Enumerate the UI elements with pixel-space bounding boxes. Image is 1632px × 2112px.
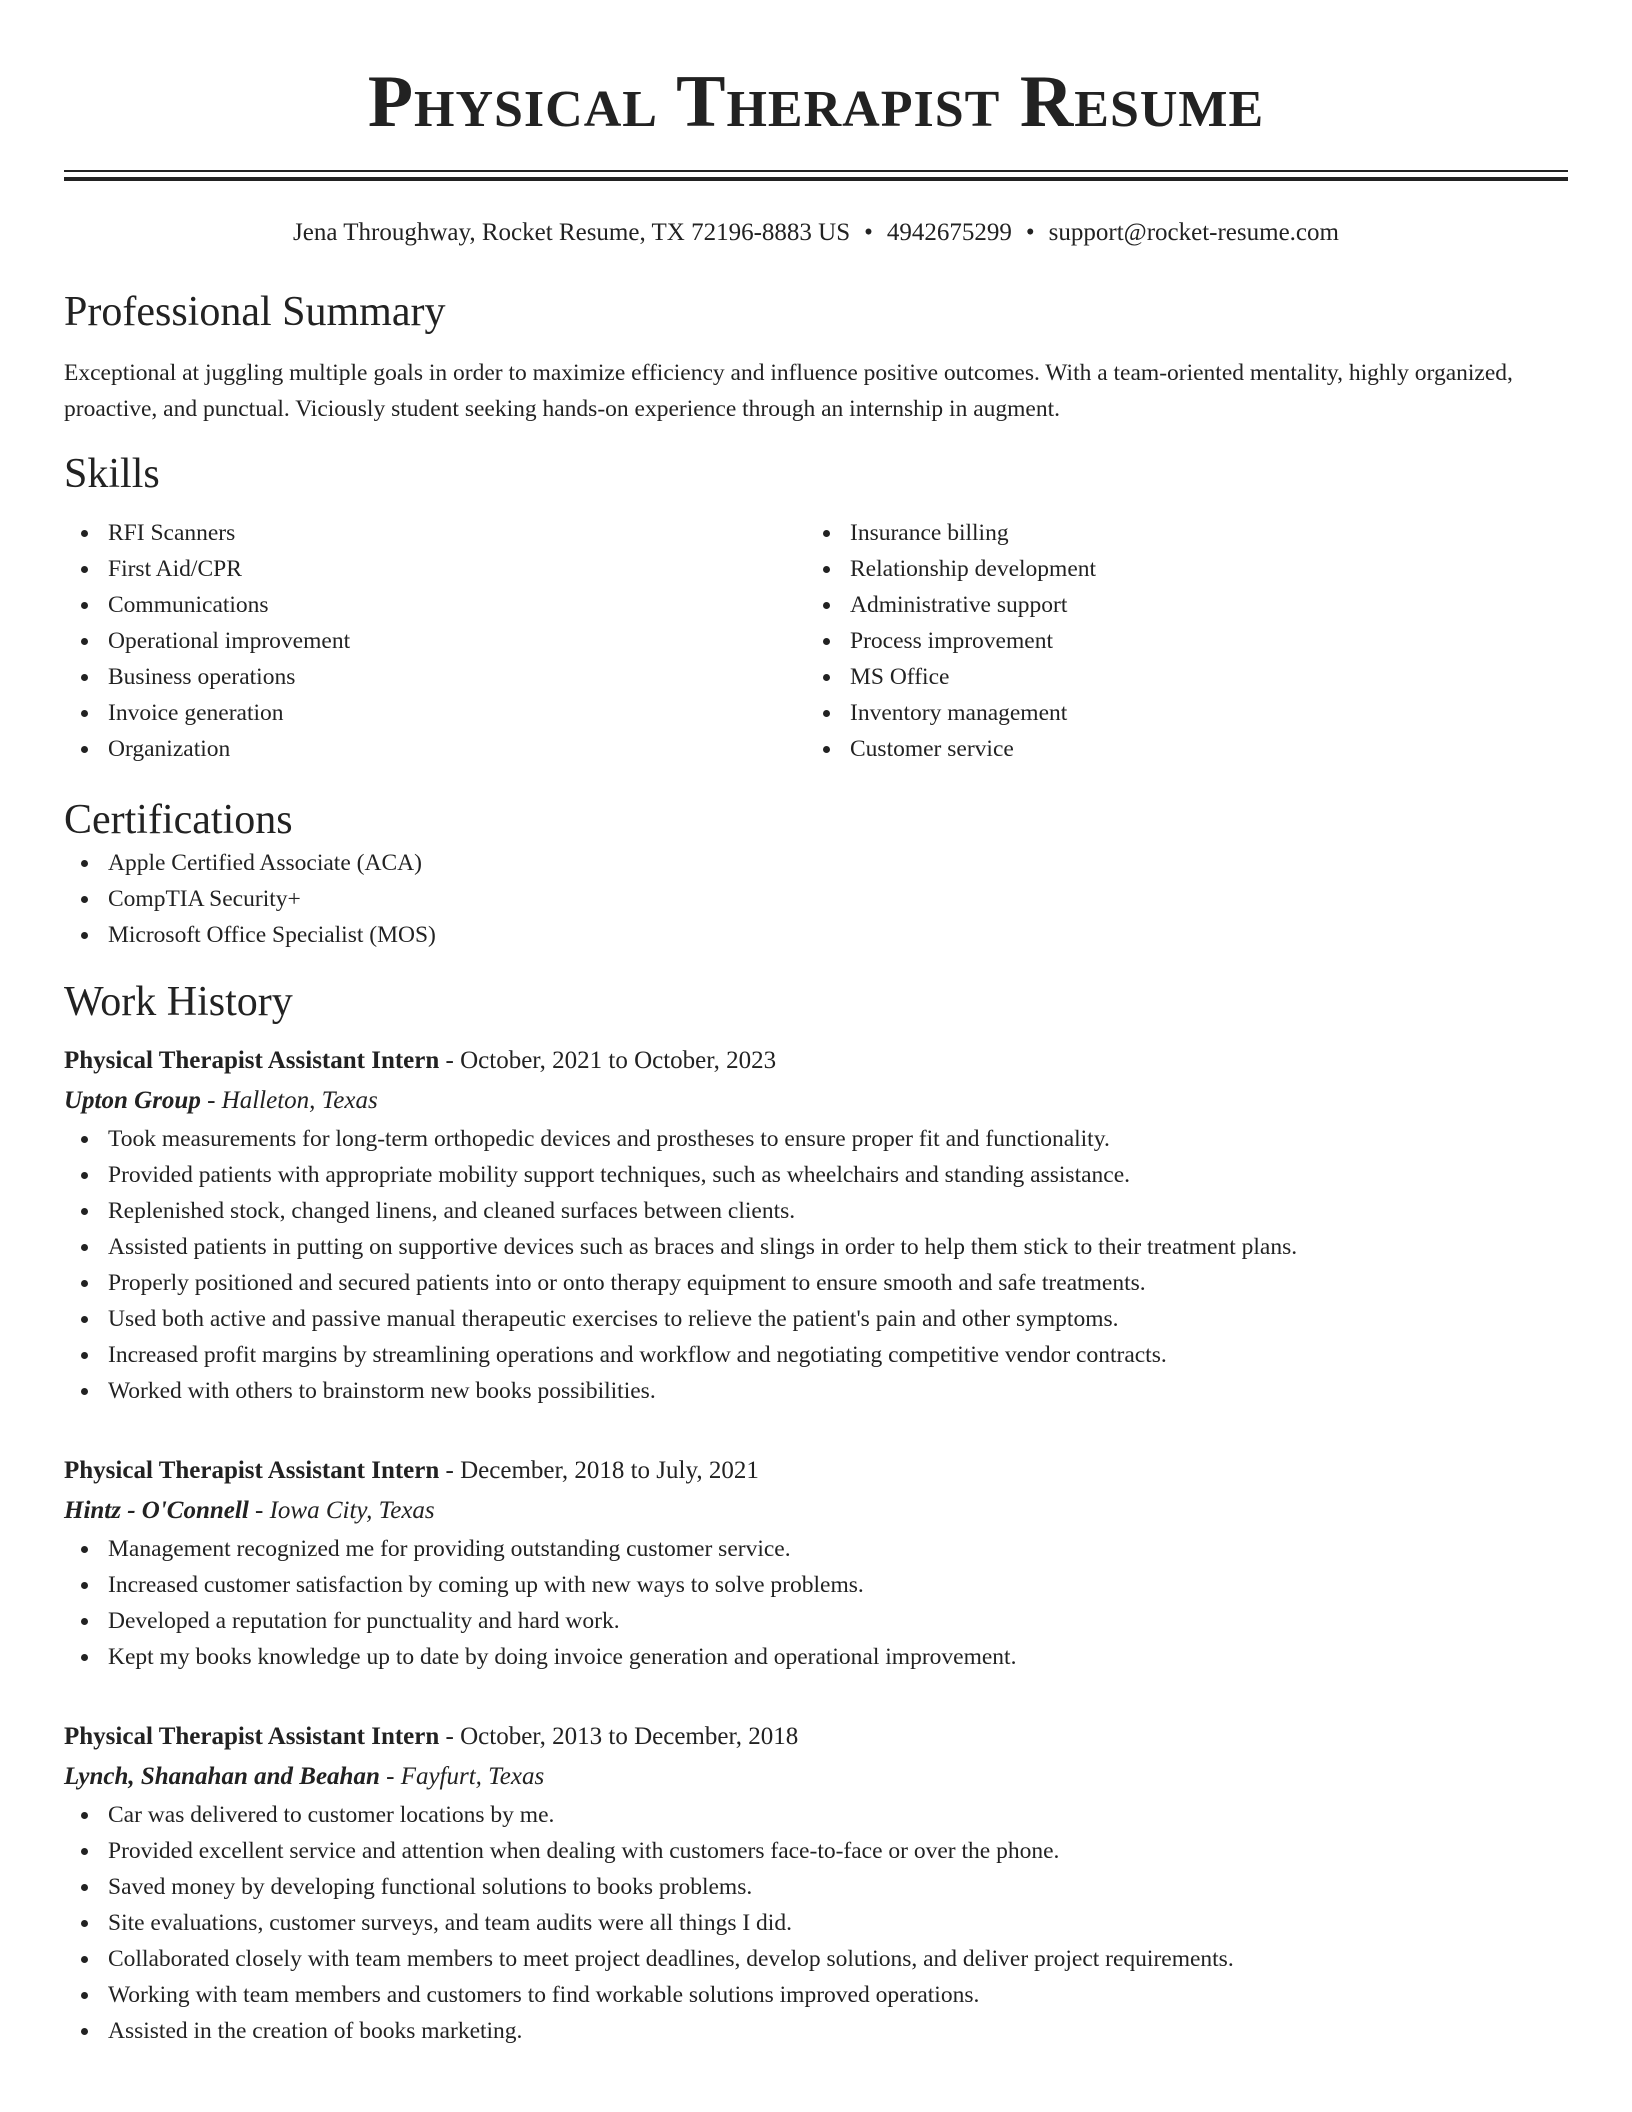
contact-email[interactable]: support@rocket-resume.com [1048, 219, 1339, 246]
job-entry [64, 1451, 1568, 1675]
job-duties-list [64, 1797, 1568, 2049]
job-employer [64, 1081, 1568, 1121]
skills-heading: Skills [64, 451, 160, 497]
contact-separator: • [1025, 219, 1035, 246]
certifications-section [64, 795, 1568, 953]
job-company: Upton Group [64, 1087, 201, 1114]
skill-item: Customer service [806, 731, 1548, 767]
skill-item: Administrative support [806, 587, 1548, 623]
job-company: Lynch, Shanahan and Beahan [64, 1763, 380, 1790]
job-duty: Working with team members and customers to find workable solutions improved operations. [64, 1977, 1568, 2013]
job-dates: December, 2018 to July, 2021 [460, 1457, 759, 1484]
job-duty: Collaborated closely with team members to meet project deadlines, develop solutions, and deliver project requirements. [64, 1941, 1568, 1977]
skill-item: First Aid/CPR [64, 551, 806, 587]
skill-item: MS Office [806, 659, 1548, 695]
job-duty: Assisted patients in putting on supportive devices such as braces and slings in order to help them stick to their treatment plans. [64, 1229, 1568, 1265]
resume-page [64, 0, 1568, 2049]
certification-item: Apple Certified Associate (ACA) [64, 845, 1568, 881]
certifications-list [64, 845, 1568, 953]
job-duty: Car was delivered to customer locations by me. [64, 1797, 1568, 1833]
skill-item: RFI Scanners [64, 515, 806, 551]
skills-list-right [806, 515, 1548, 767]
skills-list-left [64, 515, 806, 767]
job-dates: October, 2021 to October, 2023 [460, 1047, 777, 1074]
contact-separator: • [864, 219, 873, 246]
skills-columns [64, 515, 1568, 767]
skill-item: Relationship development [806, 551, 1548, 587]
title-divider [64, 170, 1568, 181]
job-dash: - [200, 1087, 222, 1114]
certification-item: Microsoft Office Specialist (MOS) [64, 917, 1568, 953]
job-title: Physical Therapist Assistant Intern [64, 1457, 440, 1484]
skill-item: Organization [64, 731, 806, 767]
work-history-heading: Work History [64, 979, 293, 1025]
job-location: Fayfurt, Texas [400, 1763, 545, 1790]
skill-item: Communications [64, 587, 806, 623]
job-title: Physical Therapist Assistant Intern [64, 1723, 440, 1750]
job-duty: Assisted in the creation of books marketing. [64, 2013, 1568, 2049]
job-employer [64, 1491, 1568, 1531]
job-location: Iowa City, Texas [269, 1497, 435, 1524]
contact-address: Jena Throughway, Rocket Resume, TX 72196-8883 US [293, 219, 851, 246]
skills-column-left [64, 515, 806, 767]
summary-text: Exceptional at juggling multiple goals in order to maximize efficiency and influence positive outcomes. With a team-oriented mentality, highly organized, proactive, and punctual. Viciously student seeking hands-on experience through an internship in augment. [64, 360, 1513, 422]
job-duty: Site evaluations, customer surveys, and team audits were all things I did. [64, 1905, 1568, 1941]
work-history-section [64, 977, 1568, 2049]
job-dash: - [379, 1763, 401, 1790]
job-company: Hintz - O'Connell [64, 1497, 249, 1524]
job-dates: October, 2013 to December, 2018 [460, 1723, 799, 1750]
job-duty: Saved money by developing functional solutions to books problems. [64, 1869, 1568, 1905]
job-duties-list [64, 1121, 1568, 1409]
job-location: Halleton, Texas [221, 1087, 378, 1114]
job-duty: Increased profit margins by streamlining operations and workflow and negotiating competitive vendor contracts. [64, 1337, 1568, 1373]
skill-item: Operational improvement [64, 623, 806, 659]
job-header [64, 1717, 1568, 1757]
job-title: Physical Therapist Assistant Intern [64, 1047, 440, 1074]
job-dash: - [439, 1457, 461, 1484]
skill-item: Invoice generation [64, 695, 806, 731]
skill-item: Insurance billing [806, 515, 1548, 551]
job-duty: Took measurements for long-term orthopedic devices and prostheses to ensure proper fit and functionality. [64, 1121, 1568, 1157]
contact-phone: 4942675299 [886, 219, 1012, 246]
job-dash: - [248, 1497, 270, 1524]
skill-item: Inventory management [806, 695, 1548, 731]
job-duty: Kept my books knowledge up to date by doing invoice generation and operational improvement. [64, 1639, 1568, 1675]
summary-heading: Professional Summary [64, 289, 446, 335]
job-entry [64, 1717, 1568, 2049]
job-duty: Developed a reputation for punctuality and hard work. [64, 1603, 1568, 1639]
certification-item: CompTIA Security+ [64, 881, 1568, 917]
job-dash: - [439, 1047, 461, 1074]
job-duties-list [64, 1531, 1568, 1675]
skills-section [64, 449, 1568, 767]
skill-item: Business operations [64, 659, 806, 695]
job-duty: Provided patients with appropriate mobility support techniques, such as wheelchairs and standing assistance. [64, 1157, 1568, 1193]
skills-column-right [806, 515, 1548, 767]
job-duty: Used both active and passive manual therapeutic exercises to relieve the patient's pain and other symptoms. [64, 1301, 1568, 1337]
job-dash: - [439, 1723, 461, 1750]
contact-line [64, 217, 1568, 249]
job-duty: Worked with others to brainstorm new books possibilities. [64, 1373, 1568, 1409]
skill-item: Process improvement [806, 623, 1548, 659]
job-duty: Replenished stock, changed linens, and cleaned surfaces between clients. [64, 1193, 1568, 1229]
job-employer [64, 1757, 1568, 1797]
certifications-heading: Certifications [64, 797, 293, 843]
job-header [64, 1451, 1568, 1491]
summary-section [64, 287, 1568, 427]
job-duty: Properly positioned and secured patients into or onto therapy equipment to ensure smooth and safe treatments. [64, 1265, 1568, 1301]
job-entry [64, 1041, 1568, 1409]
resume-title: Physical Therapist Resume [367, 61, 1265, 143]
job-duty: Management recognized me for providing outstanding customer service. [64, 1531, 1568, 1567]
job-duty: Provided excellent service and attention when dealing with customers face-to-face or over the phone. [64, 1833, 1568, 1869]
job-duty: Increased customer satisfaction by coming up with new ways to solve problems. [64, 1567, 1568, 1603]
job-header [64, 1041, 1568, 1081]
